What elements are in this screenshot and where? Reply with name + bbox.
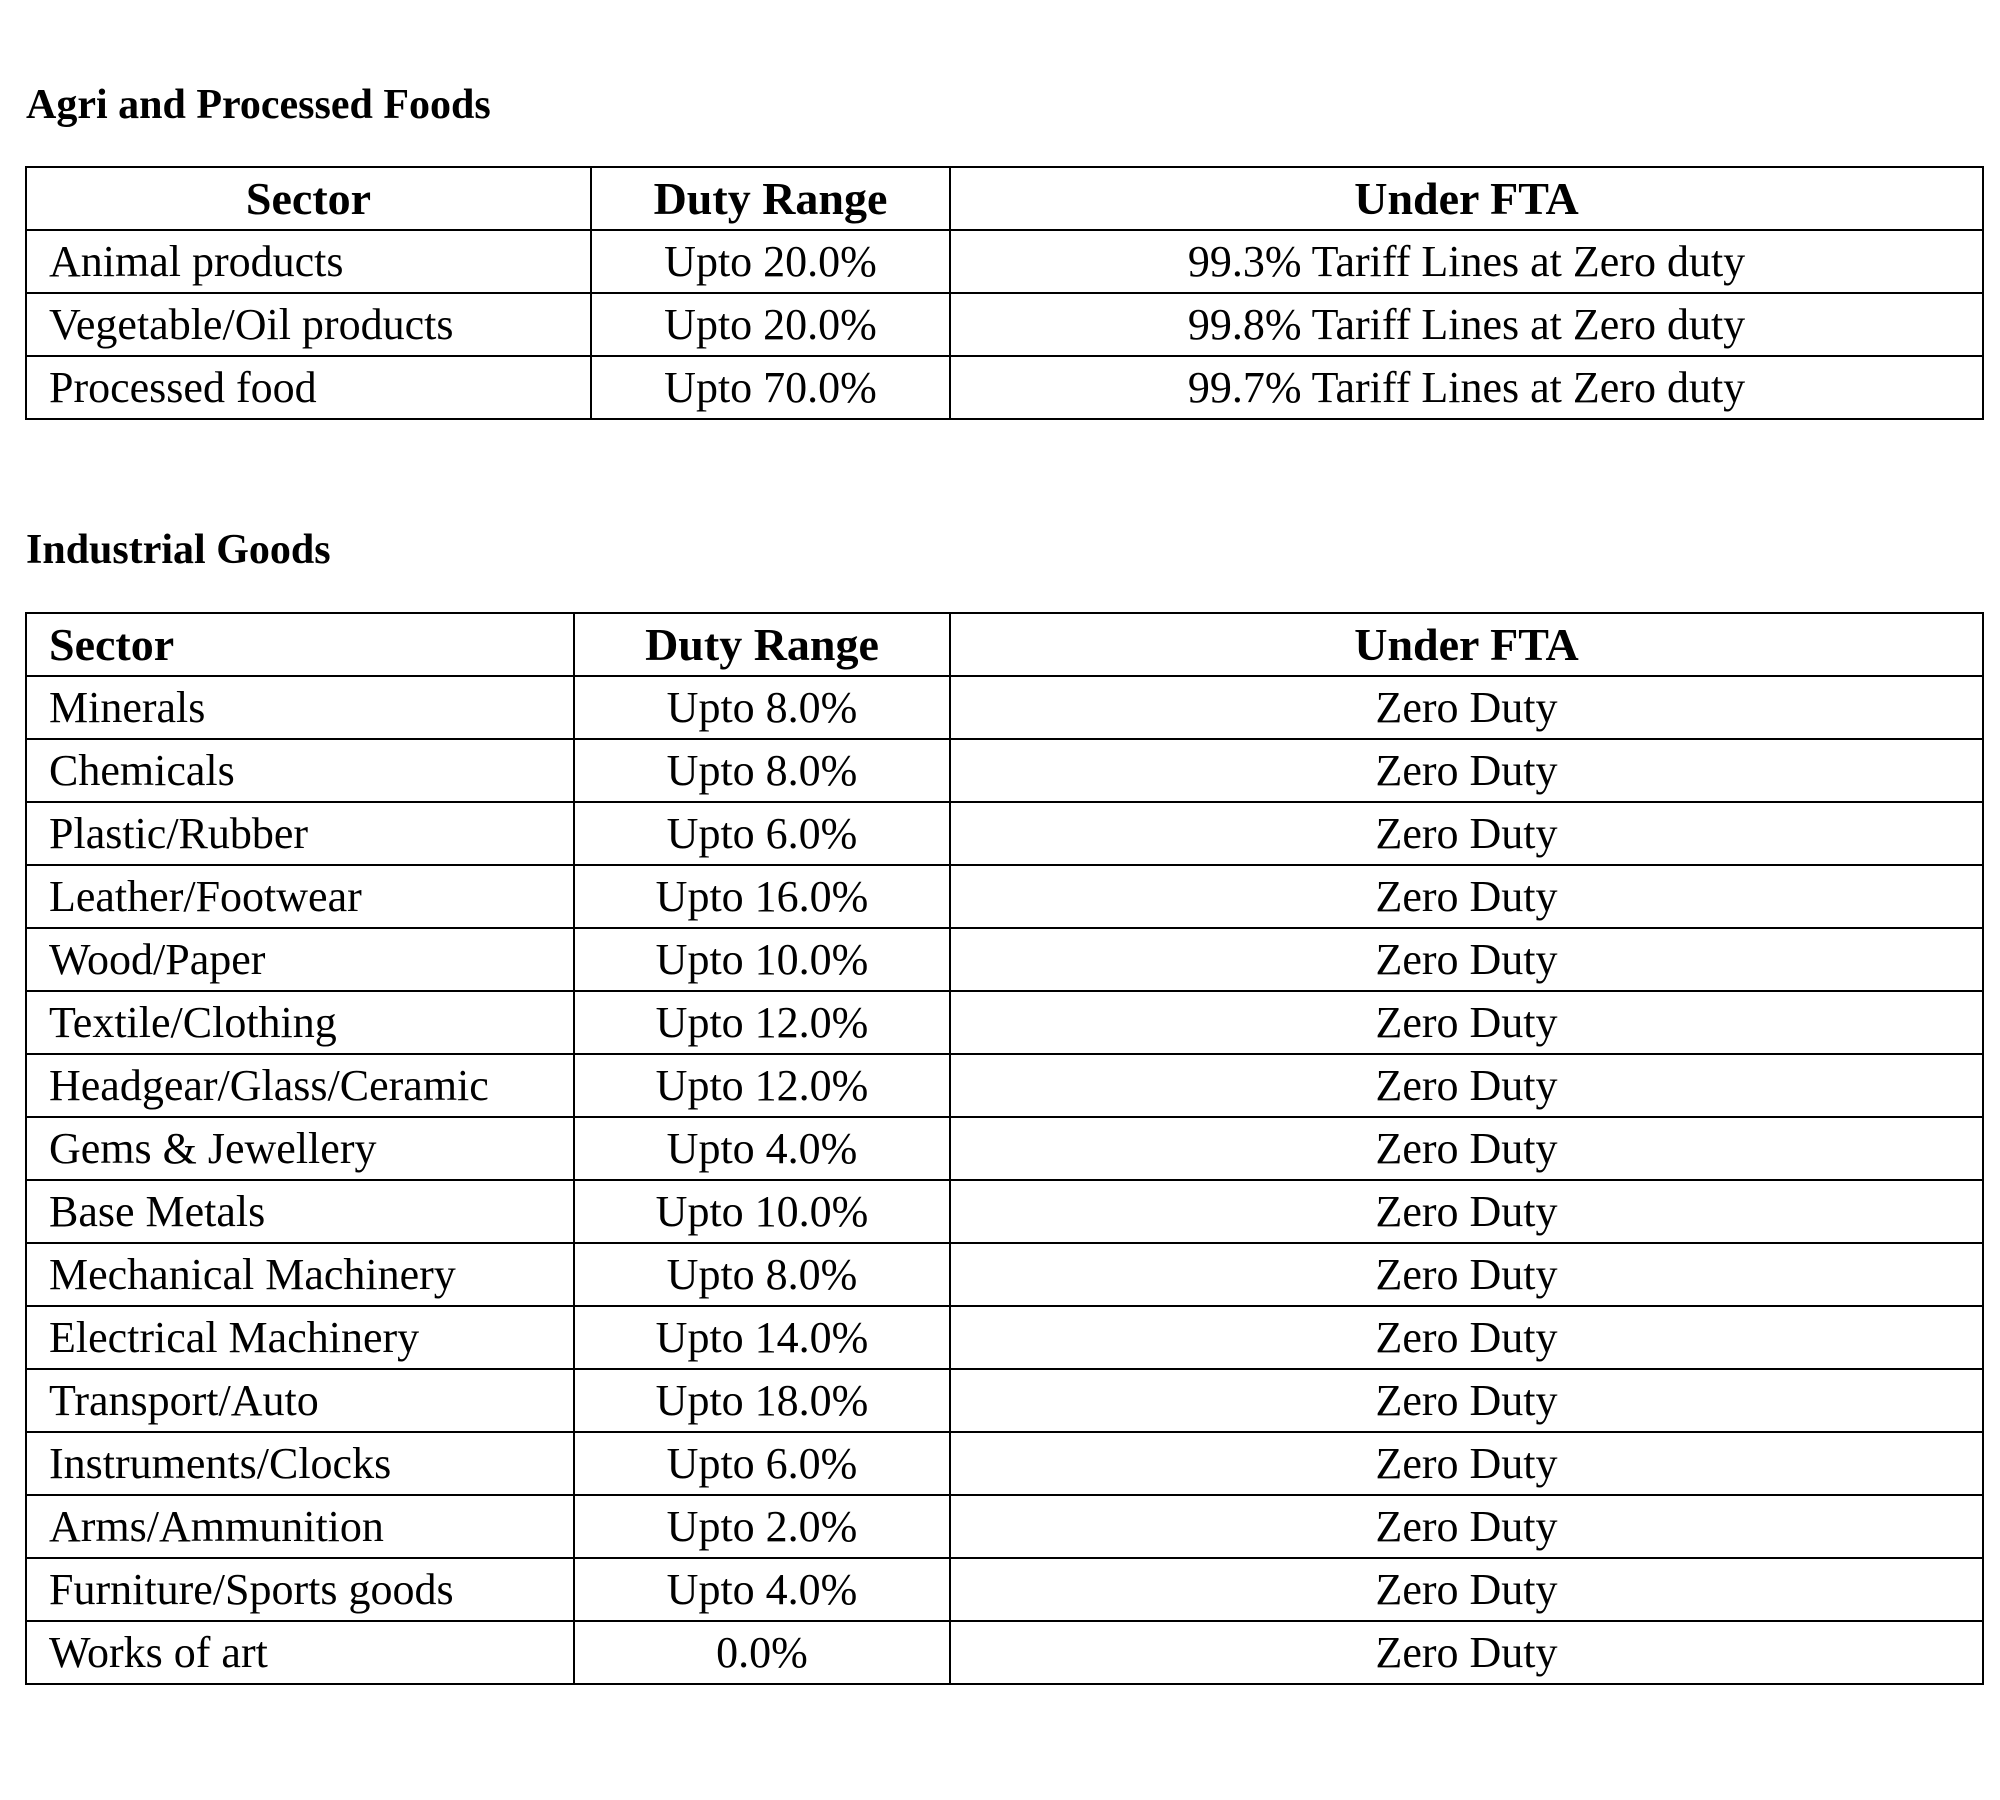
under-fta-cell: Zero Duty (950, 1180, 1983, 1243)
table-header-row (26, 167, 1983, 230)
duty-range-cell: Upto 8.0% (574, 739, 950, 802)
table-header-row (26, 613, 1983, 676)
sector-cell: Vegetable/Oil products (26, 293, 591, 356)
agri-tariff-table (25, 166, 1984, 420)
duty-range-cell: Upto 14.0% (574, 1306, 950, 1369)
table-row (26, 1117, 1983, 1180)
table-row (26, 676, 1983, 739)
sector-cell: Plastic/Rubber (26, 802, 574, 865)
table-row (26, 356, 1983, 419)
sector-cell: Gems & Jewellery (26, 1117, 574, 1180)
duty-range-cell: Upto 6.0% (574, 802, 950, 865)
table-row (26, 739, 1983, 802)
sector-cell: Wood/Paper (26, 928, 574, 991)
table-row (26, 1621, 1983, 1684)
under-fta-cell: 99.7% Tariff Lines at Zero duty (950, 356, 1983, 419)
duty-range-cell: Upto 70.0% (591, 356, 950, 419)
table-row (26, 1243, 1983, 1306)
duty-range-cell: Upto 10.0% (574, 928, 950, 991)
under-fta-cell: Zero Duty (950, 1621, 1983, 1684)
sector-cell: Minerals (26, 676, 574, 739)
agri-table-body (26, 230, 1983, 419)
under-fta-cell: Zero Duty (950, 676, 1983, 739)
under-fta-cell: Zero Duty (950, 1558, 1983, 1621)
under-fta-cell: Zero Duty (950, 991, 1983, 1054)
under-fta-cell: Zero Duty (950, 1117, 1983, 1180)
agri-section-heading: Agri and Processed Foods (26, 82, 491, 128)
table-row (26, 1306, 1983, 1369)
duty-range-cell: Upto 6.0% (574, 1432, 950, 1495)
duty-range-cell: Upto 8.0% (574, 1243, 950, 1306)
sector-cell: Mechanical Machinery (26, 1243, 574, 1306)
sector-cell: Transport/Auto (26, 1369, 574, 1432)
duty-range-cell: Upto 12.0% (574, 991, 950, 1054)
sector-cell: Leather/Footwear (26, 865, 574, 928)
duty-range-cell: Upto 20.0% (591, 293, 950, 356)
duty-range-column-header: Duty Range (591, 167, 950, 230)
industrial-tariff-table (25, 612, 1984, 1685)
under-fta-cell: Zero Duty (950, 802, 1983, 865)
sector-cell: Headgear/Glass/Ceramic (26, 1054, 574, 1117)
sector-cell: Animal products (26, 230, 591, 293)
duty-range-cell: Upto 2.0% (574, 1495, 950, 1558)
sector-cell: Textile/Clothing (26, 991, 574, 1054)
sector-cell: Furniture/Sports goods (26, 1558, 574, 1621)
table-row (26, 1054, 1983, 1117)
industrial-section-heading: Industrial Goods (26, 527, 331, 573)
industrial-table-body (26, 676, 1983, 1684)
table-row (26, 1432, 1983, 1495)
table-row (26, 802, 1983, 865)
under-fta-cell: 99.8% Tariff Lines at Zero duty (950, 293, 1983, 356)
duty-range-cell: Upto 4.0% (574, 1117, 950, 1180)
duty-range-column-header: Duty Range (574, 613, 950, 676)
sector-cell: Arms/Ammunition (26, 1495, 574, 1558)
under-fta-cell: Zero Duty (950, 928, 1983, 991)
table-row (26, 1558, 1983, 1621)
table-row (26, 1495, 1983, 1558)
table-row (26, 865, 1983, 928)
under-fta-column-header: Under FTA (950, 613, 1983, 676)
sector-cell: Base Metals (26, 1180, 574, 1243)
table-row (26, 293, 1983, 356)
duty-range-cell: 0.0% (574, 1621, 950, 1684)
duty-range-cell: Upto 8.0% (574, 676, 950, 739)
table-row (26, 991, 1983, 1054)
under-fta-cell: Zero Duty (950, 1054, 1983, 1117)
sector-cell: Processed food (26, 356, 591, 419)
duty-range-cell: Upto 12.0% (574, 1054, 950, 1117)
duty-range-cell: Upto 4.0% (574, 1558, 950, 1621)
under-fta-cell: 99.3% Tariff Lines at Zero duty (950, 230, 1983, 293)
under-fta-cell: Zero Duty (950, 1495, 1983, 1558)
under-fta-cell: Zero Duty (950, 1369, 1983, 1432)
under-fta-cell: Zero Duty (950, 1243, 1983, 1306)
under-fta-cell: Zero Duty (950, 865, 1983, 928)
duty-range-cell: Upto 16.0% (574, 865, 950, 928)
sector-cell: Works of art (26, 1621, 574, 1684)
under-fta-cell: Zero Duty (950, 1432, 1983, 1495)
sector-cell: Electrical Machinery (26, 1306, 574, 1369)
table-row (26, 928, 1983, 991)
under-fta-cell: Zero Duty (950, 1306, 1983, 1369)
duty-range-cell: Upto 10.0% (574, 1180, 950, 1243)
sector-column-header: Sector (26, 167, 591, 230)
sector-cell: Instruments/Clocks (26, 1432, 574, 1495)
duty-range-cell: Upto 18.0% (574, 1369, 950, 1432)
duty-range-cell: Upto 20.0% (591, 230, 950, 293)
under-fta-cell: Zero Duty (950, 739, 1983, 802)
sector-cell: Chemicals (26, 739, 574, 802)
sector-column-header: Sector (26, 613, 574, 676)
table-row (26, 1180, 1983, 1243)
under-fta-column-header: Under FTA (950, 167, 1983, 230)
table-row (26, 1369, 1983, 1432)
table-row (26, 230, 1983, 293)
